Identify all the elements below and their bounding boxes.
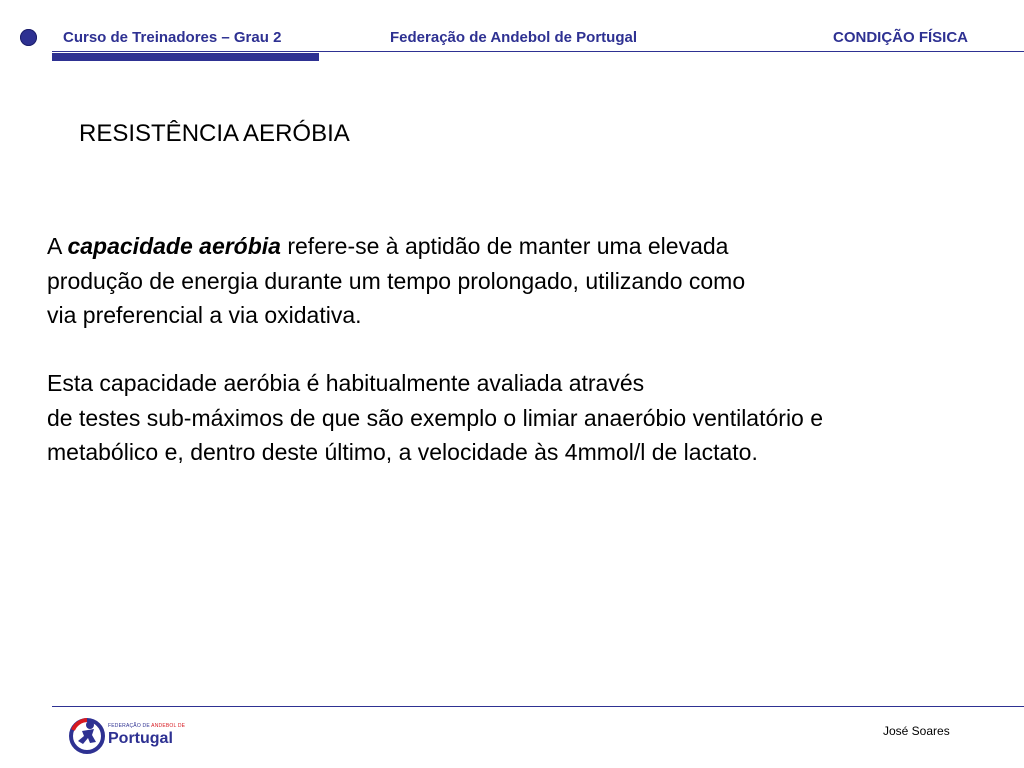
paragraph-evaluation — [47, 366, 823, 470]
paragraph-line-rest: refere-se à aptidão de manter uma elevada — [280, 233, 729, 259]
footer-author: José Soares — [883, 724, 950, 738]
logo-portugal-text: Portugal — [108, 730, 173, 747]
header-section: CONDIÇÃO FÍSICA — [833, 29, 968, 46]
header-bullet-icon — [20, 29, 37, 46]
header-course: Curso de Treinadores – Grau 2 — [63, 29, 282, 46]
federation-logo — [68, 714, 198, 756]
paragraph-line: Esta capacidade aeróbia é habitualmente avaliada através — [47, 370, 645, 396]
key-term: capacidade aeróbia — [67, 233, 281, 259]
slide-title: RESISTÊNCIA AERÓBIA — [79, 120, 350, 147]
footer-divider — [52, 706, 1024, 707]
logo-small-text: FEDERAÇÃO DE ANDEBOL DE — [108, 723, 186, 729]
header-federation: Federação de Andebol de Portugal — [390, 29, 637, 46]
paragraph-line: produção de energia durante um tempo prolongado, utilizando como — [47, 267, 746, 294]
handball-federation-emblem-icon — [68, 716, 106, 754]
header-accent-bar — [52, 53, 319, 61]
paragraph-line: metabólico e, dentro deste último, a velocidade às 4mmol/l de lactato. — [47, 439, 758, 465]
paragraph-line — [47, 229, 745, 264]
paragraph-lead: A — [47, 233, 68, 259]
paragraph-line: de testes sub-máximos de que são exemplo o limiar anaeróbio ventilatório e — [47, 404, 824, 431]
paragraph-line: via preferencial a via oxidativa. — [47, 302, 362, 328]
paragraph-definition — [47, 229, 745, 333]
header-divider — [52, 51, 1024, 52]
